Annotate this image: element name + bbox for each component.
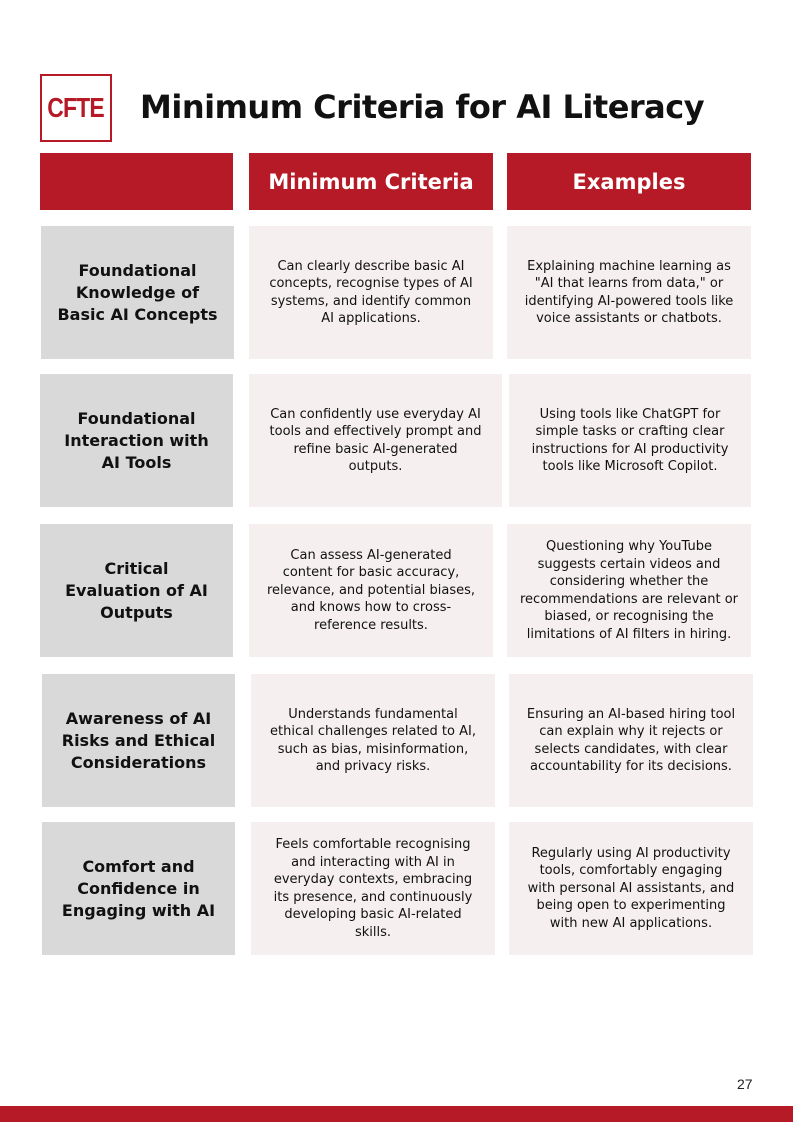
row-example: Using tools like ChatGPT for simple tasks or crafting clear instructions for AI productivity tools like Microsoft Copilot. bbox=[509, 374, 751, 507]
row-example: Regularly using AI productivity tools, comfortably engaging with personal AI assistants, and being open to experimenting with new AI applications. bbox=[509, 822, 753, 955]
page-title: Minimum Criteria for AI Literacy bbox=[140, 88, 705, 126]
row-area: Comfort and Confidence in Engaging with AI bbox=[42, 822, 235, 955]
row-criteria: Feels comfortable recognising and interacting with AI in everyday contexts, embracing its presence, and continuously developing basic AI-related skills. bbox=[251, 822, 495, 955]
row-area: Awareness of AI Risks and Ethical Considerations bbox=[42, 674, 235, 807]
row-area: Foundational Interaction with AI Tools bbox=[40, 374, 233, 507]
row-area: Critical Evaluation of AI Outputs bbox=[40, 524, 233, 657]
footer-bar bbox=[0, 1106, 793, 1122]
row-area: Foundational Knowledge of Basic AI Concepts bbox=[41, 226, 234, 359]
header-blank bbox=[40, 153, 233, 210]
row-example: Explaining machine learning as "AI that learns from data," or identifying AI-powered tools like voice assistants or chatbots. bbox=[507, 226, 751, 359]
header-minimum-criteria: Minimum Criteria bbox=[249, 153, 493, 210]
logo-text: CFTE bbox=[47, 92, 105, 123]
page-number: 27 bbox=[737, 1076, 753, 1092]
row-criteria: Can confidently use everyday AI tools and effectively prompt and refine basic AI-generated outputs. bbox=[249, 374, 502, 507]
row-example: Questioning why YouTube suggests certain videos and considering whether the recommendations are relevant or biased, or recognising the limitations of AI filters in hiring. bbox=[507, 524, 751, 657]
row-criteria: Understands fundamental ethical challenges related to AI, such as bias, misinformation, and privacy risks. bbox=[251, 674, 495, 807]
row-criteria: Can assess AI-generated content for basic accuracy, relevance, and potential biases, and knows how to cross-reference results. bbox=[249, 524, 493, 657]
row-example: Ensuring an AI-based hiring tool can explain why it rejects or selects candidates, with clear accountability for its decisions. bbox=[509, 674, 753, 807]
header-examples: Examples bbox=[507, 153, 751, 210]
row-criteria: Can clearly describe basic AI concepts, recognise types of AI systems, and identify common AI applications. bbox=[249, 226, 493, 359]
cfte-logo bbox=[40, 74, 112, 142]
